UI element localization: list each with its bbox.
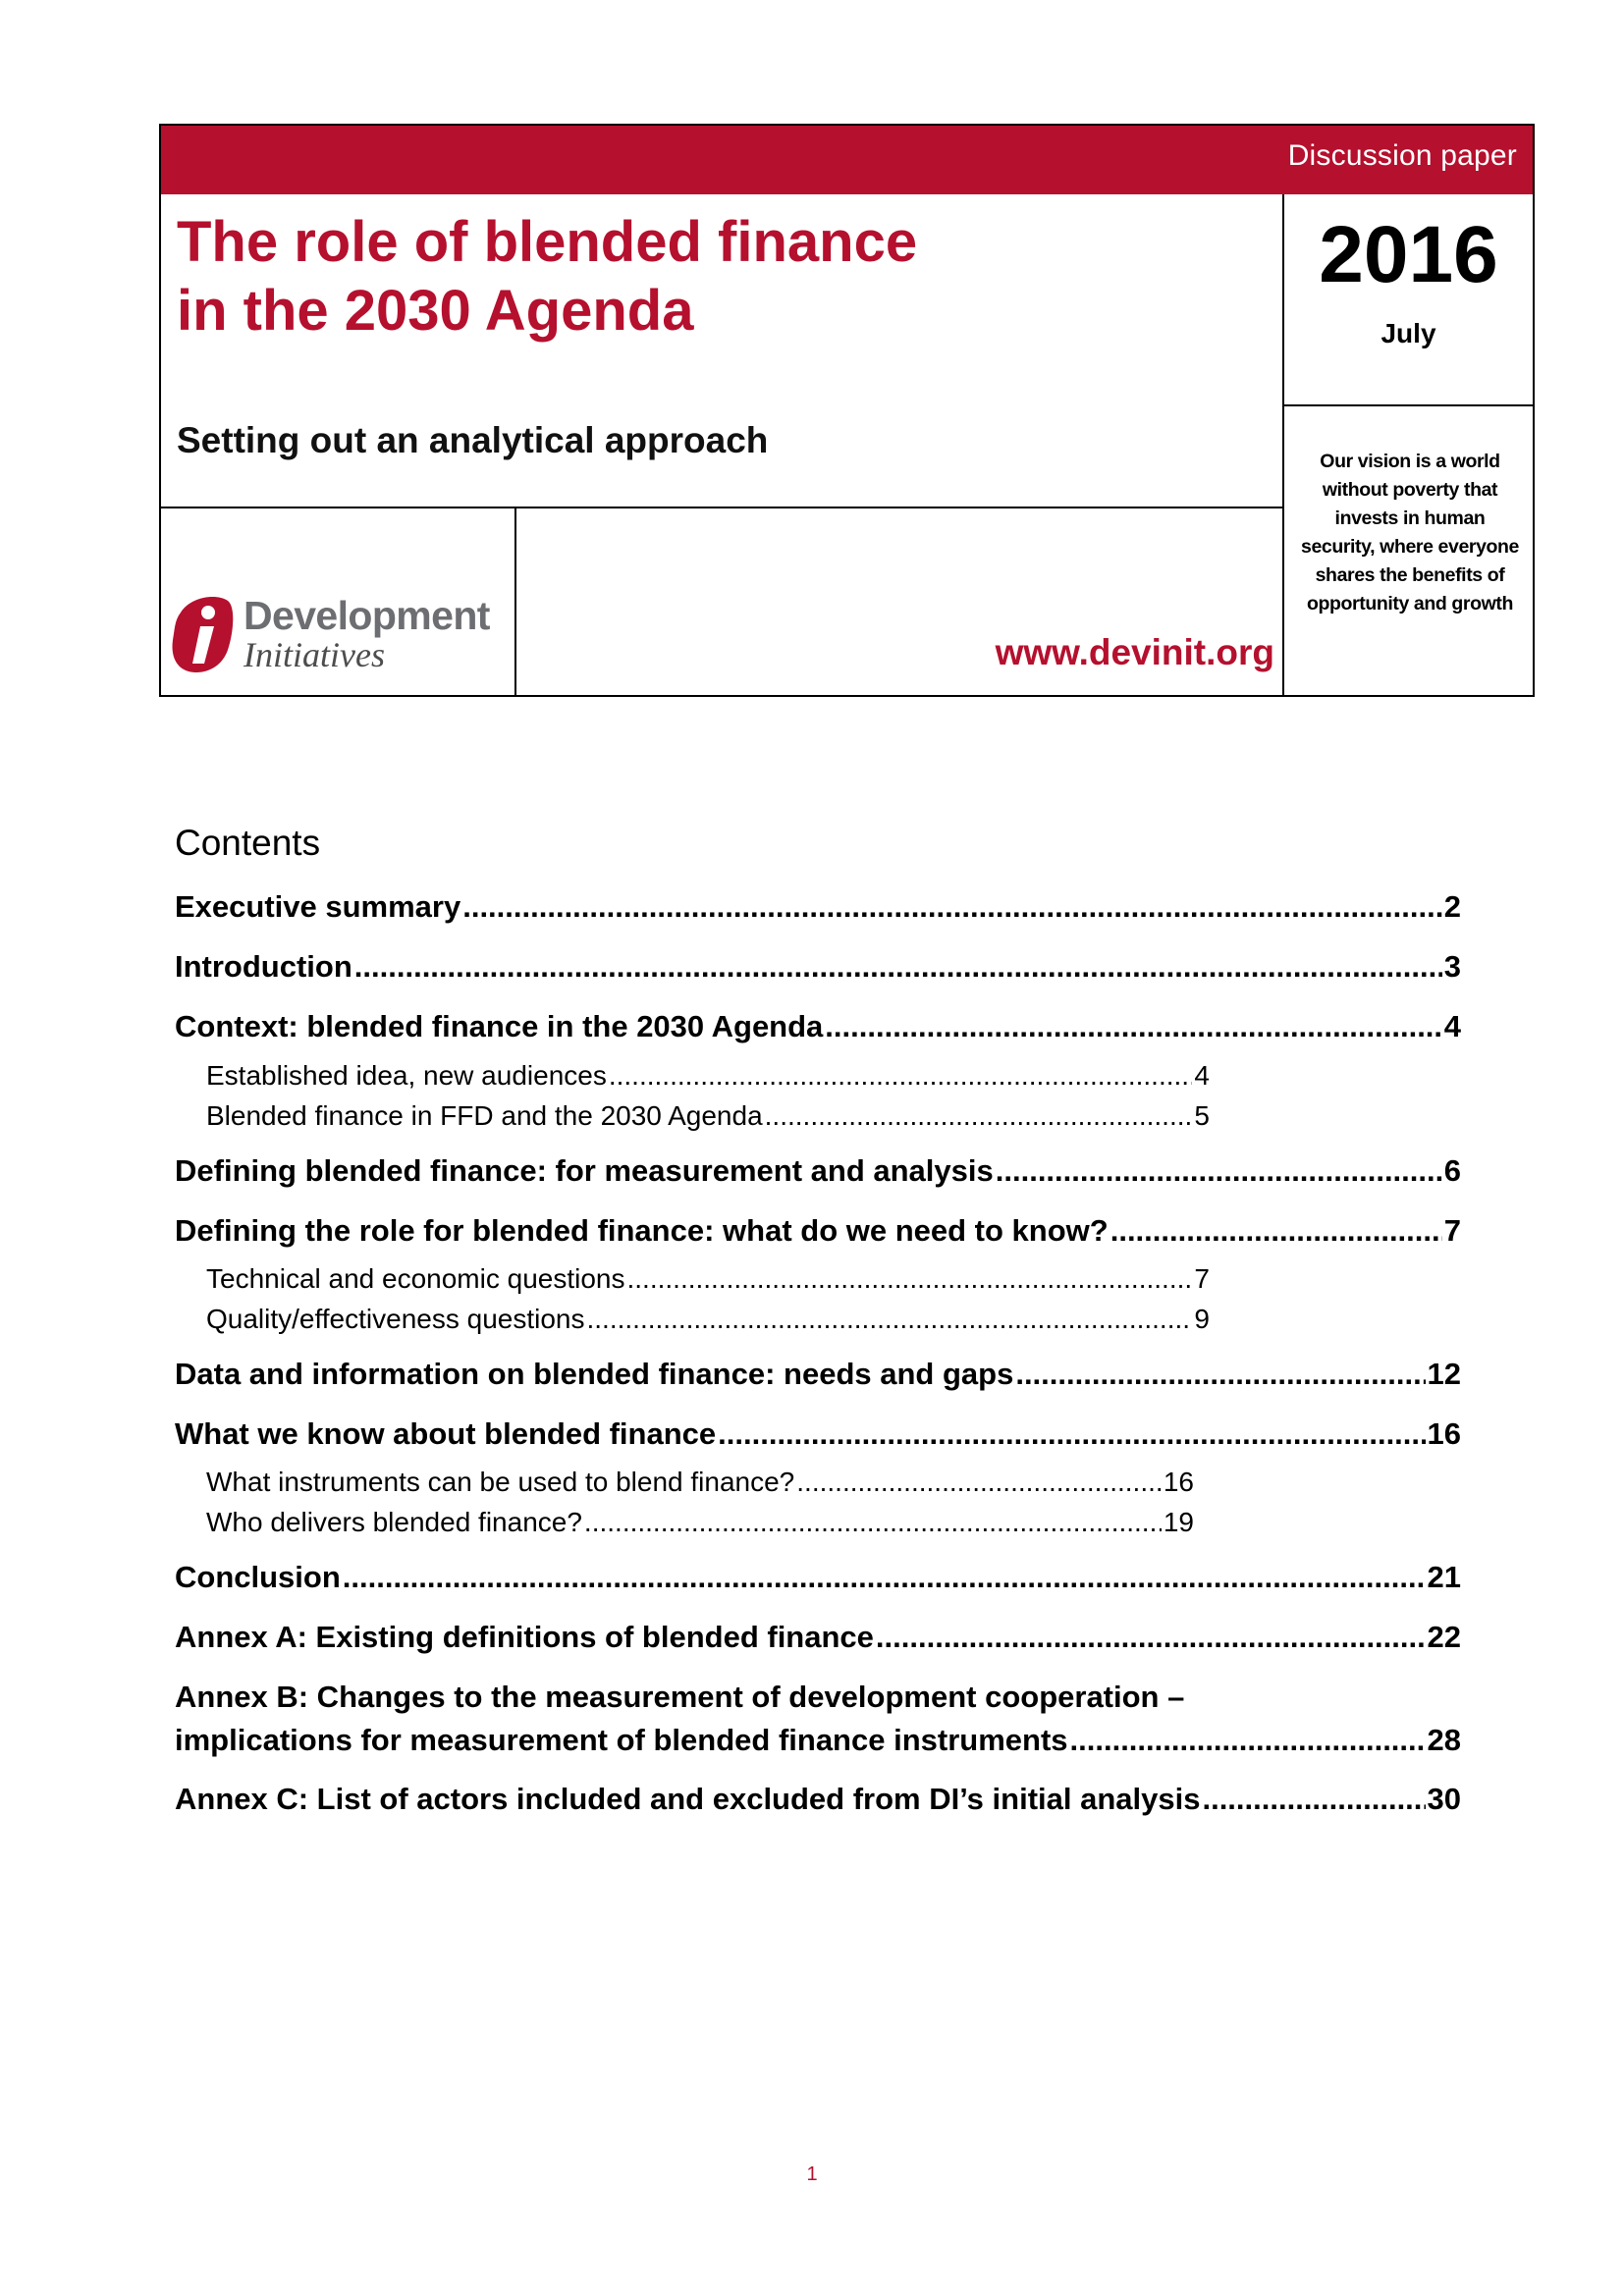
document-header [159, 124, 1535, 697]
toc-leader-dots [796, 1467, 1162, 1498]
toc-entry-page: 30 [1427, 1782, 1461, 1816]
toc-entry-title: Blended finance in FFD and the 2030 Agenda [206, 1100, 763, 1131]
toc-entry[interactable] [175, 1153, 1461, 1189]
vision-statement: Our vision is a world without poverty that invests in human security, where everyone shares the benefits of opportunity and growth [1301, 451, 1519, 614]
toc-entry-title: Conclusion [175, 1560, 341, 1594]
toc-entry-title: What instruments can be used to blend finance? [206, 1467, 795, 1497]
toc-entry-title: Executive summary [175, 889, 461, 924]
di-logo-icon [171, 593, 236, 675]
toc-entry[interactable] [175, 1213, 1461, 1249]
toc-entry-page: 2 [1443, 889, 1461, 924]
toc-entry-title: Defining blended finance: for measurement and analysis [175, 1153, 994, 1188]
toc-entry-title: Annex A: Existing definitions of blended finance [175, 1620, 874, 1654]
toc-entry-page: 4 [1194, 1060, 1210, 1091]
toc-entry[interactable] [175, 1680, 1461, 1758]
publication-month: July [1380, 318, 1436, 348]
toc-entry-title: implications for measurement of blended finance instruments [175, 1723, 1068, 1757]
toc-subentry[interactable] [206, 1304, 1210, 1335]
toc-leader-dots [462, 889, 1442, 925]
divider [161, 507, 1284, 508]
toc-leader-dots [609, 1060, 1193, 1092]
toc-entry-title: Technical and economic questions [206, 1263, 625, 1294]
toc-leader-dots [1015, 1357, 1425, 1392]
toc-leader-dots [1202, 1782, 1425, 1817]
toc-entry[interactable] [175, 1782, 1461, 1817]
toc-leader-dots [765, 1100, 1193, 1132]
toc-leader-dots [876, 1620, 1426, 1655]
toc-leader-dots [996, 1153, 1442, 1189]
toc-leader-dots [586, 1304, 1192, 1335]
document-subtitle: Setting out an analytical approach [177, 420, 769, 460]
toc-leader-dots [584, 1507, 1162, 1538]
toc-entry-page: 5 [1194, 1100, 1210, 1131]
divider [514, 507, 516, 695]
toc-entry[interactable] [175, 1009, 1461, 1044]
toc-entry-title: Data and information on blended finance: needs and gaps [175, 1357, 1014, 1391]
toc-entry-page: 4 [1443, 1009, 1461, 1043]
development-initiatives-logo [171, 591, 505, 679]
toc-entry-title: Annex B: Changes to the measurement of development cooperation – [175, 1680, 1185, 1714]
document-title-line: The role of blended finance [177, 210, 918, 274]
toc-entry-page: 3 [1443, 949, 1461, 984]
toc-entry-title: Established idea, new audiences [206, 1060, 607, 1091]
toc-entry[interactable] [175, 889, 1461, 925]
toc-subentry[interactable] [206, 1100, 1210, 1132]
toc-entry-title: Context: blended finance in the 2030 Agenda [175, 1009, 824, 1043]
toc-entry-page: 9 [1194, 1304, 1210, 1334]
contents-heading: Contents [175, 823, 321, 863]
toc-leader-dots [825, 1009, 1441, 1044]
toc-entry[interactable] [175, 949, 1461, 985]
toc-entry-page: 7 [1194, 1263, 1210, 1294]
toc-entry-page: 19 [1163, 1507, 1194, 1537]
publication-year: 2016 [1319, 210, 1498, 299]
toc-entry-page: 16 [1427, 1416, 1461, 1451]
toc-leader-dots [343, 1560, 1426, 1595]
toc-entry-continuation [175, 1723, 1461, 1758]
toc-entry-title: Introduction [175, 949, 352, 984]
document-title-line: in the 2030 Agenda [177, 279, 694, 343]
toc-entry-page: 16 [1163, 1467, 1194, 1497]
toc-entry-title: Annex C: List of actors included and excluded from DI’s initial analysis [175, 1782, 1201, 1816]
document-type-label: Discussion paper [1287, 139, 1517, 172]
toc-leader-dots [626, 1263, 1192, 1295]
toc-entry[interactable] [175, 1357, 1461, 1392]
toc-subentry[interactable] [206, 1467, 1194, 1498]
toc-subentry[interactable] [206, 1060, 1210, 1092]
document-title [177, 208, 1257, 346]
toc-entry-page: 28 [1427, 1723, 1461, 1757]
website-link[interactable]: www.devinit.org [995, 632, 1274, 672]
toc-entry[interactable] [175, 1416, 1461, 1452]
header-banner [161, 126, 1533, 194]
toc-entry-page: 22 [1427, 1620, 1461, 1654]
toc-entry-page: 21 [1427, 1560, 1461, 1594]
toc-leader-dots [718, 1416, 1425, 1452]
toc-entry-title: Who delivers blended finance? [206, 1507, 582, 1537]
logo-wordmark-development: Development [244, 593, 490, 638]
toc-leader-dots [1070, 1723, 1426, 1758]
toc-entry-page: 7 [1443, 1213, 1461, 1248]
page-number: 1 [806, 2163, 818, 2185]
toc-entry-title: Defining the role for blended finance: what do we need to know? [175, 1213, 1109, 1248]
logo-wordmark-initiatives: Initiatives [244, 635, 385, 674]
toc-leader-dots [354, 949, 1442, 985]
toc-entry-title: What we know about blended finance [175, 1416, 717, 1451]
toc-entry-title: Quality/effectiveness questions [206, 1304, 585, 1334]
toc-entry[interactable] [175, 1620, 1461, 1655]
toc-entry-page: 12 [1427, 1357, 1461, 1391]
toc-subentry[interactable] [206, 1263, 1210, 1295]
toc-leader-dots [1110, 1213, 1442, 1249]
toc-subentry[interactable] [206, 1507, 1194, 1538]
toc-entry[interactable] [175, 1560, 1461, 1595]
toc-entry-page: 6 [1443, 1153, 1461, 1188]
divider [1282, 404, 1533, 406]
